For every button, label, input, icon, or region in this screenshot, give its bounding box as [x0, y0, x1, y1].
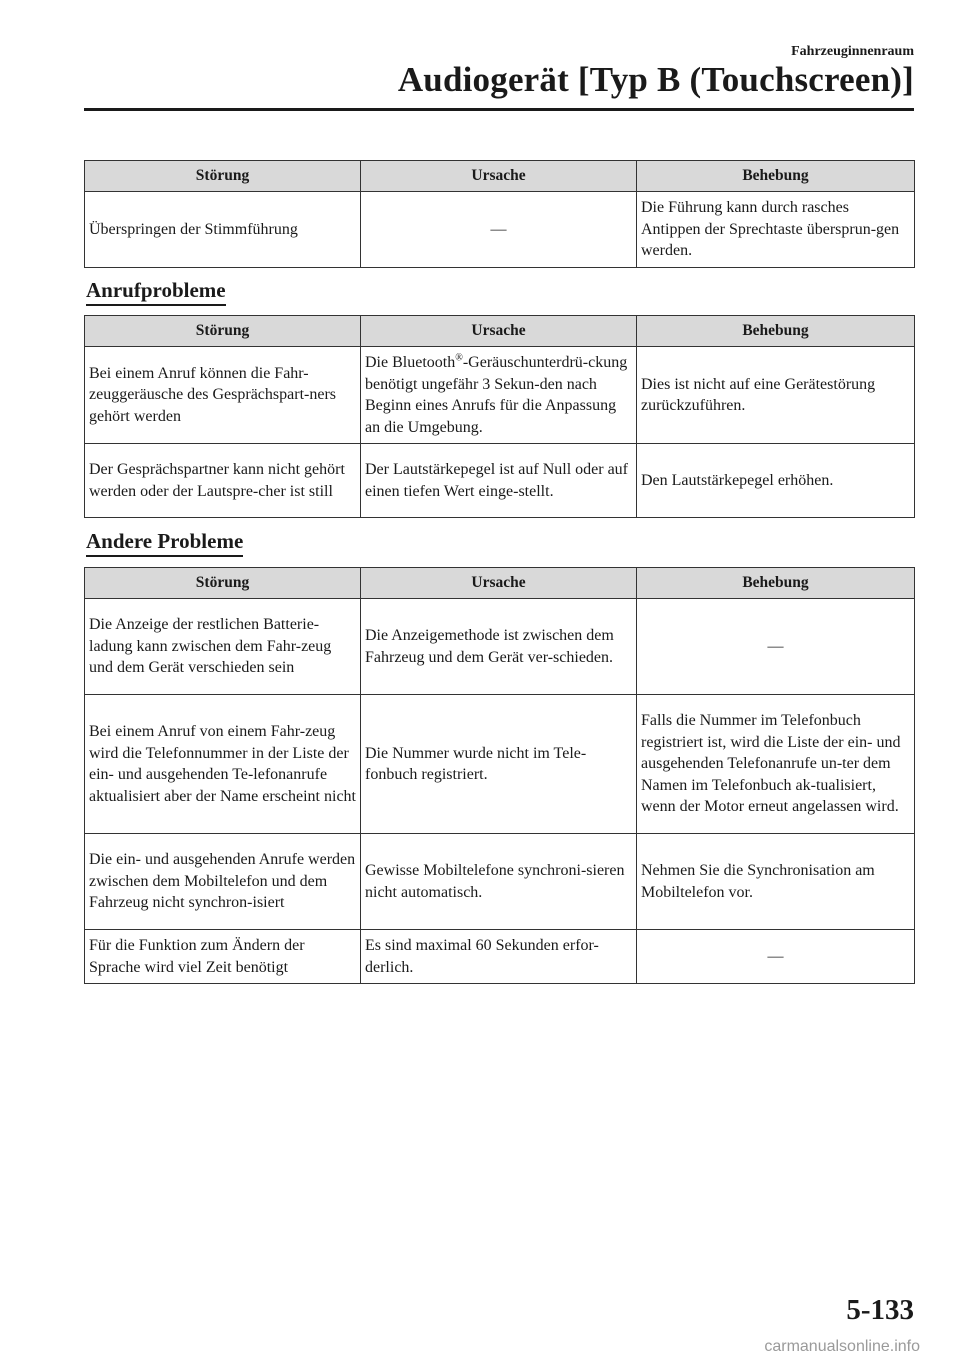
cell-stoerung: Überspringen der Stimmführung — [85, 192, 361, 268]
cell-stoerung: Die Anzeige der restlichen Batterie-ladung kann zwischen dem Fahr-zeug und dem Gerät verschieden sein — [85, 599, 361, 695]
column-header-ursache: Ursache — [361, 316, 637, 347]
cell-behebung: Nehmen Sie die Synchronisation am Mobiltelefon vor. — [637, 834, 915, 930]
troubleshooting-table-andere-probleme — [84, 567, 915, 984]
table-row — [85, 192, 915, 268]
cell-behebung: — — [637, 930, 915, 984]
column-header-behebung: Behebung — [637, 568, 915, 599]
watermark-link[interactable]: carmanualsonline.info — [764, 1338, 920, 1355]
cell-stoerung: Die ein- und ausgehenden Anrufe werden zwischen dem Mobiltelefon und dem Fahrzeug nicht synchron-isiert — [85, 834, 361, 930]
cell-ursache-text: Die Bluetooth — [365, 354, 456, 371]
table-row — [85, 834, 915, 930]
table-header-row — [85, 316, 915, 347]
table-row — [85, 930, 915, 984]
cell-ursache: Die Anzeigemethode ist zwischen dem Fahrzeug und dem Gerät ver-schieden. — [361, 599, 637, 695]
cell-ursache: Gewisse Mobiltelefone synchroni-sieren nicht automatisch. — [361, 834, 637, 930]
table-row — [85, 695, 915, 834]
cell-stoerung: Bei einem Anruf können die Fahr-zeuggeräusche des Gesprächspart-ners gehört werden — [85, 347, 361, 444]
section-heading-andere-probleme: Andere Probleme — [86, 529, 243, 557]
cell-behebung: Die Führung kann durch rasches Antippen der Sprechtaste übersprun-gen werden. — [637, 192, 915, 268]
column-header-behebung: Behebung — [637, 316, 915, 347]
page-title: Audiogerät [Typ B (Touchscreen)] — [397, 60, 914, 99]
column-header-ursache: Ursache — [361, 568, 637, 599]
registered-mark: ® — [455, 352, 463, 364]
table-row — [85, 444, 915, 518]
cell-stoerung: Der Gesprächspartner kann nicht gehört werden oder der Lautspre-cher ist still — [85, 444, 361, 518]
column-header-ursache: Ursache — [361, 161, 637, 192]
cell-ursache — [361, 347, 637, 444]
cell-behebung: Den Lautstärkepegel erhöhen. — [637, 444, 915, 518]
cell-ursache: Die Nummer wurde nicht im Tele-fonbuch registriert. — [361, 695, 637, 834]
page-number: 5-133 — [846, 1294, 914, 1326]
cell-stoerung: Bei einem Anruf von einem Fahr-zeug wird die Telefonnummer in der Liste der ein- und ausgehenden Te-lefonanrufe aktualisiert aber der Name erscheint nicht — [85, 695, 361, 834]
header-divider — [84, 108, 914, 111]
table-row — [85, 599, 915, 695]
cell-ursache: Der Lautstärkepegel ist auf Null oder auf einen tiefen Wert einge-stellt. — [361, 444, 637, 518]
section-label: Fahrzeuginnenraum — [791, 44, 914, 59]
troubleshooting-table-voice — [84, 160, 915, 268]
cell-behebung: — — [637, 599, 915, 695]
section-heading-anrufprobleme: Anrufprobleme — [86, 278, 226, 306]
cell-ursache-text-rest: -Geräuschunterdrü-ckung benötigt ungefähr 3 Sekun-den nach Beginn eines Anrufs für die Anpassung an die Umgebung. — [365, 354, 628, 436]
column-header-stoerung: Störung — [85, 316, 361, 347]
column-header-behebung: Behebung — [637, 161, 915, 192]
cell-ursache: Es sind maximal 60 Sekunden erfor-derlich. — [361, 930, 637, 984]
table-header-row — [85, 161, 915, 192]
cell-behebung: Dies ist nicht auf eine Gerätestörung zurückzuführen. — [637, 347, 915, 444]
column-header-stoerung: Störung — [85, 568, 361, 599]
table-row — [85, 347, 915, 444]
table-header-row — [85, 568, 915, 599]
troubleshooting-table-anrufprobleme — [84, 315, 915, 518]
column-header-stoerung: Störung — [85, 161, 361, 192]
cell-ursache: — — [361, 192, 637, 268]
cell-behebung: Falls die Nummer im Telefonbuch registriert ist, wird die Liste der ein- und ausgehenden Telefonanrufe un-ter dem Namen im Telefonbuch ak-tualisiert, wenn der Motor erneut angelassen wird. — [637, 695, 915, 834]
cell-stoerung: Für die Funktion zum Ändern der Sprache wird viel Zeit benötigt — [85, 930, 361, 984]
